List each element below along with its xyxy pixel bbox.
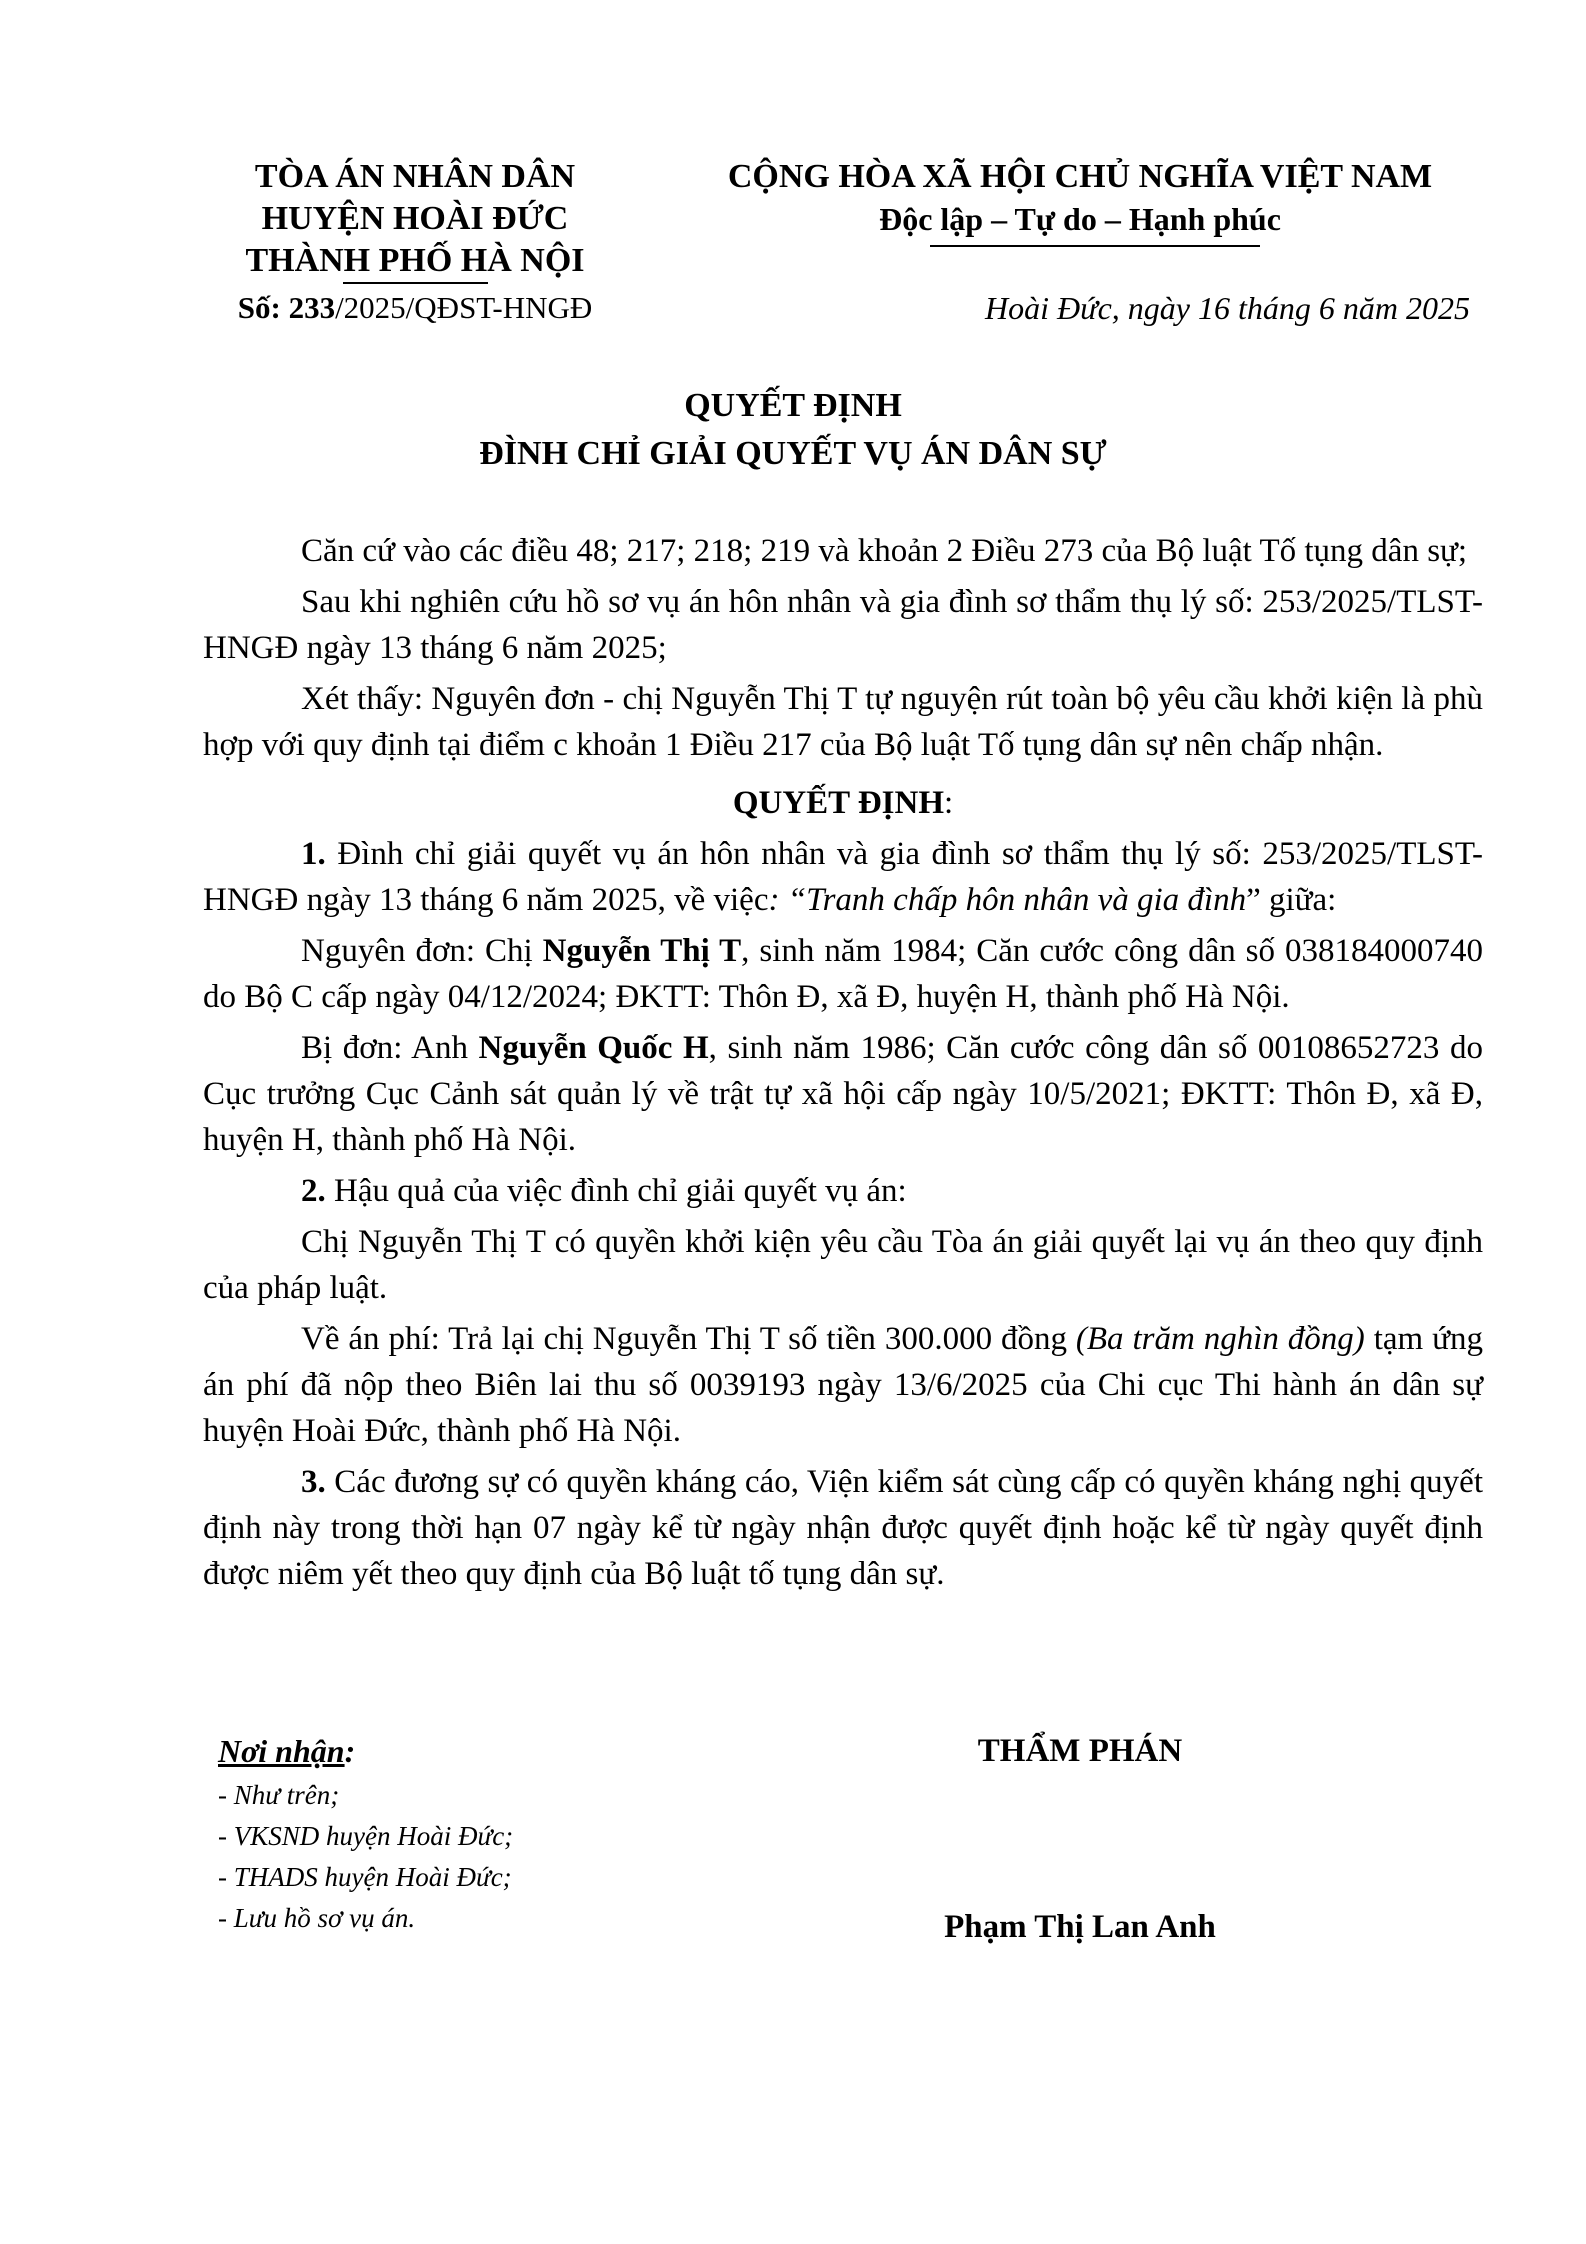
item-1-number: 1. [301,836,326,872]
recipient-item: - VKSND huyện Hoài Đức; [218,1821,514,1851]
defendant-label: Bị đơn: Anh [301,1030,479,1066]
recipient-item-text: THADS huyện Hoài Đức; [233,1862,512,1892]
recipient-item-text: Như trên; [233,1780,340,1810]
item-3-text: Các đương sự có quyền kháng cáo, Viện kiểm sát cùng cấp có quyền kháng nghị quyết định này trong thời hạn 07 ngày kể từ ngày nhận được quyết định hoặc kể từ ngày quyết định được niêm yết theo quy định của Bộ luật tố tụng dân sự. [203,1464,1483,1592]
decision-heading-colon: : [944,785,954,821]
preamble-legal-basis: Căn cứ vào các điều 48; 217; 218; 219 và khoản 2 Điều 273 của Bộ luật Tố tụng dân sự; [301,533,1468,569]
decision-heading-text: QUYẾT ĐỊNH [732,785,944,821]
preamble-consideration: Xét thấy: Nguyên đơn - chị Nguyễn Thị T tự nguyện rút toàn bộ yêu cầu khởi kiện là phù hợp với quy định tại điểm c khoản 1 Điều 217 của Bộ luật Tố tụng dân sự nên chấp nhận. [203,681,1483,763]
item-2-text: Hậu quả của việc đình chỉ giải quyết vụ án: [325,1173,907,1209]
recipients-heading [218,1730,355,1772]
recipient-item-text: Lưu hồ sơ vụ án. [233,1903,416,1933]
document-subtitle: ĐÌNH CHỈ GIẢI QUYẾT VỤ ÁN DÂN SỰ [479,435,1107,472]
signer-role: THẨM PHÁN [977,1733,1183,1769]
item-1-text: Đình chỉ giải quyết vụ án hôn nhân và gia đình sơ thẩm thụ lý số: 253/2025/TLST-HNGĐ ngày 13 tháng 6 năm 2025, về việc [203,836,1483,918]
court-name-line1: TÒA ÁN NHÂN DÂN [254,158,576,195]
court-name-line2: HUYỆN HOÀI ĐỨC [261,200,569,237]
document-number-prefix: Số: [237,290,289,325]
document-title: QUYẾT ĐỊNH [684,387,902,424]
item-2-number: 2. [301,1173,326,1209]
court-fee-text: Về án phí: Trả lại chị Nguyễn Thị T số tiền 300.000 đồng [301,1321,1076,1357]
preamble-case-review: Sau khi nghiên cứu hồ sơ vụ án hôn nhân và gia đình sơ thẩm thụ lý số: 253/2025/TLST-HNGĐ ngày 13 tháng 6 năm 2025; [203,584,1483,666]
decision-heading [203,780,1483,826]
plaintiff-label: Nguyên đơn: Chị [301,933,543,969]
court-name-line3: THÀNH PHỐ HÀ NỘI [245,242,585,279]
national-motto: Độc lập – Tự do – Hạnh phúc [879,201,1281,237]
item-1-tail: ” giữa: [1246,882,1337,918]
nation-name: CỘNG HÒA XÃ HỘI CHỦ NGHĨA VIỆT NAM [727,158,1433,195]
document-number-value: 233 [288,290,336,325]
recipients-list [218,1775,513,1939]
plaintiff-details: , sinh năm 1984; Căn cước công dân số 038184000740 do Bộ C cấp ngày 04/12/2024; ĐKTT: Thôn Đ, xã Đ, huyện H, thành phố Hà Nội. [203,933,1483,1015]
defendant-info [203,1025,1483,1163]
defendant-name: Nguyễn Quốc H [478,1030,709,1066]
recipient-item: - THADS huyện Hoài Đức; [218,1862,512,1892]
document-body [203,528,1483,1597]
recipient-item-text: VKSND huyện Hoài Đức; [233,1821,514,1851]
plaintiff-name: Nguyễn Thị T [542,933,742,969]
signer-name: Phạm Thị Lan Anh [944,1909,1216,1945]
item-2-court-fee [203,1316,1483,1454]
court-fee-words: (Ba trăm nghìn đồng) [1075,1321,1365,1357]
motto-underline [930,245,1260,247]
plaintiff-info [203,928,1483,1020]
item-3-number: 3. [301,1464,326,1500]
court-fee-tail: tạm ứng án phí đã nộp theo Biên lai thu số 0039193 ngày 13/6/2025 của Chi cục Thi hành án dân sự huyện Hoài Đức, thành phố Hà Nội. [203,1321,1483,1449]
recipients-label: Nơi nhận [218,1733,345,1769]
recipient-item: - Lưu hồ sơ vụ án. [218,1903,416,1933]
defendant-details: , sinh năm 1986; Căn cước công dân số 00108652723 do Cục trưởng Cục Cảnh sát quản lý về trật tự xã hội cấp ngày 10/5/2021; ĐKTT: Thôn Đ, xã Đ, huyện H, thành phố Hà Nội. [203,1030,1483,1158]
decision-item-1 [203,831,1483,923]
recipients-colon: : [344,1733,356,1769]
decision-item-2 [203,1168,1483,1214]
court-name-underline [343,282,488,284]
item-1-colon: : “ [768,882,807,918]
recipient-item: - Như trên; [218,1780,340,1810]
decision-item-3 [203,1459,1483,1597]
document-number [185,288,645,328]
document-number-suffix: /2025/QĐST-HNGĐ [335,290,593,325]
place-and-date: Hoài Đức, ngày 16 tháng 6 năm 2025 [985,290,1470,326]
item-2-right-to-sue: Chị Nguyễn Thị T có quyền khởi kiện yêu cầu Tòa án giải quyết lại vụ án theo quy định của pháp luật. [203,1224,1483,1306]
item-1-subject: Tranh chấp hôn nhân và gia đình [806,882,1247,918]
